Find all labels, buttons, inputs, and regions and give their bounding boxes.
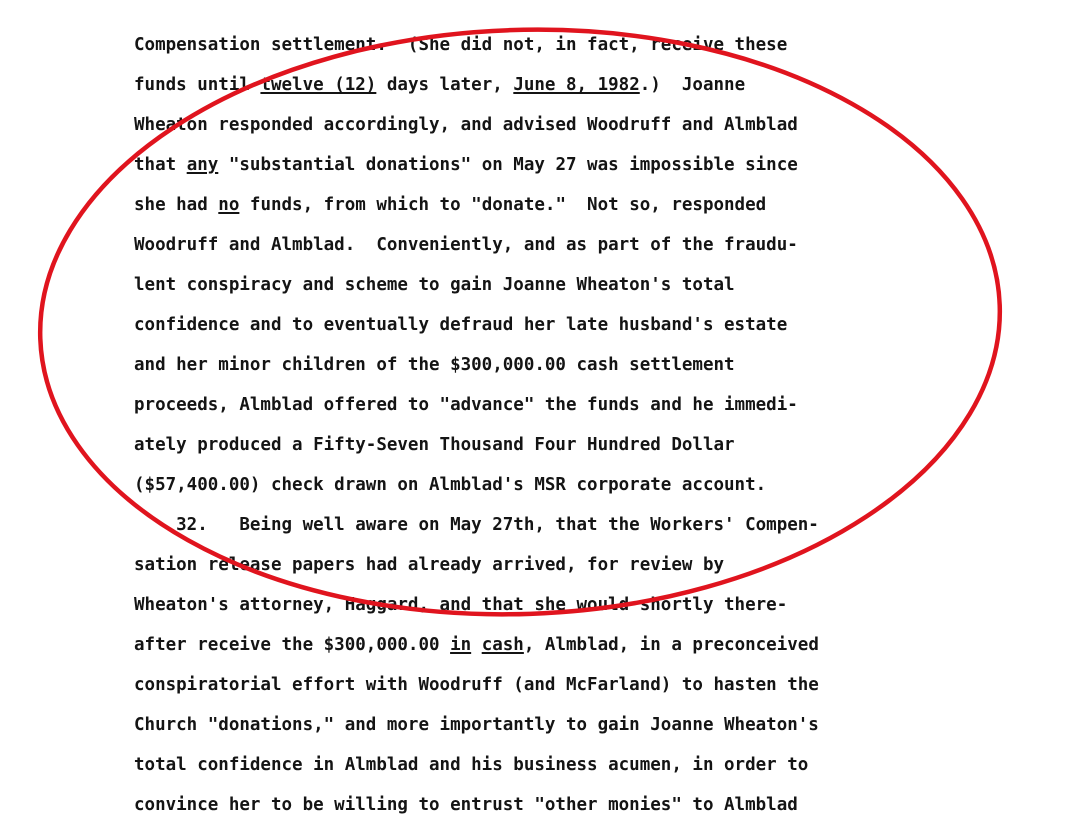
document-line bbox=[134, 194, 766, 216]
text-segment: conspiratorial effort with Woodruff (and McFarland) to hasten the bbox=[134, 675, 819, 695]
text-segment: Woodruff and Almblad. Conveniently, and as part of the fraudu- bbox=[134, 235, 798, 255]
text-segment: ately produced a Fifty-Seven Thousand Four Hundred Dollar bbox=[134, 435, 735, 455]
text-segment: days later, bbox=[376, 75, 514, 95]
document-line bbox=[134, 354, 735, 376]
document-line bbox=[134, 794, 798, 816]
underlined-text: cash bbox=[481, 635, 524, 655]
text-segment: ($57,400.00) check drawn on Almblad's MSR corporate account. bbox=[134, 475, 767, 495]
text-segment: sation release papers had already arrived, for review by bbox=[134, 555, 725, 575]
text-segment: lent conspiracy and scheme to gain Joanne Wheaton's total bbox=[134, 275, 735, 295]
text-segment: and her minor children of the $300,000.00 cash settlement bbox=[134, 355, 735, 375]
underlined-text: twelve (12) bbox=[260, 75, 377, 95]
document-line bbox=[134, 754, 808, 776]
text-segment: "substantial donations" on May 27 was impossible since bbox=[218, 155, 798, 175]
document-line bbox=[134, 594, 787, 616]
document-line bbox=[134, 634, 819, 656]
underlined-text: any bbox=[186, 155, 219, 175]
document-line bbox=[134, 274, 735, 296]
text-segment: convince her to be willing to entrust "other monies" to Almblad bbox=[134, 795, 798, 815]
text-segment: total confidence in Almblad and his business acumen, in order to bbox=[134, 755, 809, 775]
document-line bbox=[134, 234, 798, 256]
text-segment: proceeds, Almblad offered to "advance" the funds and he immedi- bbox=[134, 395, 798, 415]
text-segment: she had bbox=[134, 195, 219, 215]
document-line bbox=[134, 114, 798, 136]
underlined-text: no bbox=[218, 195, 240, 215]
text-segment: Church "donations," and more importantly to gain Joanne Wheaton's bbox=[134, 715, 819, 735]
document-line bbox=[134, 154, 798, 176]
document-line bbox=[134, 714, 819, 736]
text-segment: funds until bbox=[134, 75, 261, 95]
text-segment: confidence and to eventually defraud her late husband's estate bbox=[134, 315, 788, 335]
text-segment: after receive the $300,000.00 bbox=[134, 635, 451, 655]
underlined-text: in bbox=[450, 635, 472, 655]
document-line bbox=[134, 674, 819, 696]
document-line bbox=[134, 394, 798, 416]
text-segment: funds, from which to "donate." Not so, responded bbox=[239, 195, 767, 215]
text-segment: .) Joanne bbox=[639, 75, 746, 95]
text-segment: Compensation settlement. (She did not, in fact, receive these bbox=[134, 35, 788, 55]
document-line bbox=[134, 474, 766, 496]
text-segment: Wheaton's attorney, Haggard, and that she would shortly there- bbox=[134, 595, 788, 615]
text-segment bbox=[471, 635, 482, 655]
document-line bbox=[134, 314, 787, 336]
document-line bbox=[134, 34, 787, 56]
text-segment: that bbox=[134, 155, 187, 175]
text-segment: , Almblad, in a preconceived bbox=[523, 635, 819, 655]
document-line bbox=[134, 74, 745, 96]
document-line bbox=[134, 554, 724, 576]
text-segment: 32. Being well aware on May 27th, that the Workers' Compen- bbox=[134, 515, 819, 535]
text-segment: Wheaton responded accordingly, and advised Woodruff and Almblad bbox=[134, 115, 798, 135]
document-line bbox=[134, 514, 819, 536]
document-line bbox=[134, 434, 735, 456]
underlined-text: June 8, 1982 bbox=[513, 75, 640, 95]
